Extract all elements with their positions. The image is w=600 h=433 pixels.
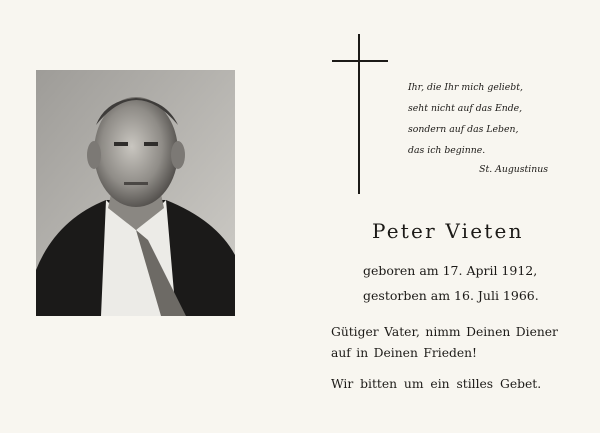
death-date: gestorben am 16. Juli 1966. — [363, 288, 539, 303]
deceased-name: Peter Vieten — [372, 219, 524, 243]
quote-line: sondern auf das Leben, — [408, 124, 519, 135]
quote-line: das ich beginne. — [408, 145, 486, 156]
birth-date: geboren am 17. April 1912, — [363, 263, 538, 278]
prayer-text — [331, 322, 561, 364]
closing-request: Wir bitten um ein stilles Gebet. — [331, 377, 542, 391]
portrait-image — [36, 70, 235, 316]
prayer-line: auf in Deinen Frieden! — [331, 346, 477, 360]
quote-author: St. Augustinus — [479, 164, 548, 175]
quote-line: Ihr, die Ihr mich geliebt, — [408, 82, 523, 93]
prayer-line: Gütiger Vater, nimm Deinen Diener — [331, 325, 558, 339]
life-dates — [363, 258, 563, 308]
portrait-photo — [36, 70, 235, 316]
cross-icon — [332, 34, 388, 194]
quote-line: seht nicht auf das Ende, — [408, 103, 523, 114]
quote-block — [408, 77, 548, 180]
